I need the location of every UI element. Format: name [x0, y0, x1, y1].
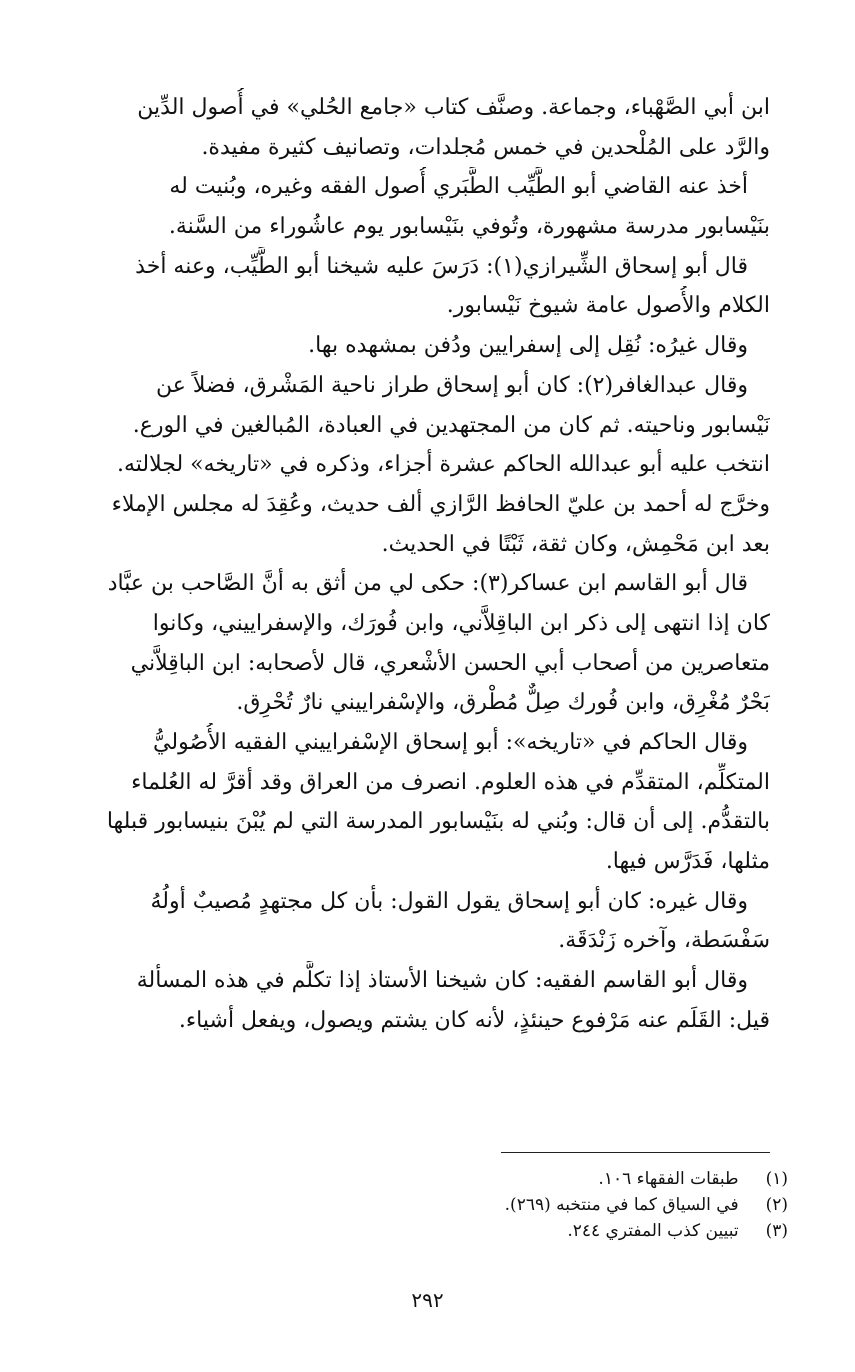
text-line: وخرَّج له أحمد بن عليّ الحافظ الرَّازي ألف حديث، وعُقِدَ له مجلس الإملاء — [111, 491, 770, 517]
text-line: انتخب عليه أبو عبدالله الحاكم عشرة أجزاء، وذكره في «تاريخه» لجلالته. — [117, 452, 770, 478]
text-line: وقال أبو القاسم الفقيه: كان شيخنا الأستاذ إذا تكلَّم في هذه المسألة — [136, 968, 748, 994]
footnote-number: (١) — [765, 1169, 788, 1189]
footnote-number: (٢) — [765, 1195, 788, 1215]
text-line: سَفْسَطة، وآخره زَنْدَقَة. — [558, 928, 770, 954]
text-line: ابن أبي الصَّهْباء، وجماعة. وصنَّف كتاب «جامع الحُلي» في أُصول الدِّين — [137, 95, 770, 120]
footnote-text: طبقات الفقهاء ١٠٦. — [598, 1169, 739, 1189]
text-line: بنَيْسابور مدرسة مشهورة، وتُوفي بنَيْسابور يوم عاشُوراء من السَّنة. — [168, 214, 770, 240]
text-line: نَيْسابور وناحيته. ثم كان من المجتهدين في العبادة، المُبالغين في الورع. — [132, 412, 770, 438]
text-line: وقال عبدالغافر(٢): كان أبو إسحاق طراز ناحية المَشْرق، فضلاً عن — [155, 372, 748, 398]
text-line: كان إذا انتهى إلى ذكر ابن الباقِلاَّني، وابن فُورَك، والإسفراييني، وكانوا — [152, 610, 770, 636]
footnote — [300, 1166, 788, 1192]
text-line: وقال الحاكم في «تاريخه»: أبو إسحاق الإسْفراييني الفقيه الأُصُوليُّ — [153, 730, 748, 755]
main-text — [94, 88, 770, 1041]
text-line: المتكلِّم، المتقدِّم في هذه العلوم. انصرف من العراق وقد أقرَّ له العُلماء — [131, 769, 770, 795]
text-line: متعاصرين من أصحاب أبي الحسن الأشْعري، قال لأصحابه: ابن الباقِلاَّني — [130, 650, 770, 676]
text-line: وقال غيره: كان أبو إسحاق يقول القول: بأن كل مجتهدٍ مُصيبٌ أولُهُ — [150, 888, 748, 914]
footnote-text: تبيين كذب المفتري ٢٤٤. — [567, 1221, 739, 1241]
text-line: قال أبو القاسم ابن عساكر(٣): حكى لي من أثق به أنَّ الصَّاحب بن عبَّاد — [107, 571, 748, 597]
text-line: قال أبو إسحاق الشِّيرازي(١): دَرَسَ عليه شيخنا أبو الطَّيِّب، وعنه أخذ — [135, 253, 748, 279]
footnote-number: (٣) — [765, 1221, 788, 1241]
text-line: والرَّد على المُلْحدين في خمس مُجلدات، وتصانيف كثيرة مفيدة. — [201, 134, 770, 160]
text-line: الكلام والأُصول عامة شيوخ نَيْسابور. — [446, 293, 770, 319]
text-line: بعد ابن مَحْمِش، وكان ثقة، ثَبْتًا في الحديث. — [381, 531, 770, 557]
text-line: أخذ عنه القاضي أبو الطَّيِّب الطَّبَري أُصول الفقه وغيره، وبُنيت له — [169, 174, 748, 200]
page-number: ٢٩٢ — [411, 1288, 444, 1312]
footnote-text: في السياق كما في منتخبه (٢٦٩). — [504, 1195, 739, 1215]
footnote — [300, 1218, 788, 1244]
footnotes — [300, 1166, 788, 1244]
text-line: مثلها، فَدَرَّس فيها. — [605, 849, 770, 875]
text-line: وقال غيرُه: نُقِل إلى إسفرايين ودُفن بمشهده بها. — [308, 333, 748, 359]
footnote-divider — [501, 1152, 770, 1153]
text-line: بَحْرٌ مُغْرِق، وابن فُورك صِلٌّ مُطْرق، والإسْفراييني نارٌ تُحْرِق. — [236, 690, 770, 716]
text-line: بالتقدُّم. إلى أن قال: وبُني له بنَيْسابور المدرسة التي لم يُبْنَ بنيسابور قبلها — [106, 809, 770, 835]
footnote — [300, 1192, 788, 1218]
text-line: قيل: القَلَم عنه مَرْفوع حينئذٍ، لأنه كان يشتم ويصول، ويفعل أشياء. — [178, 1007, 770, 1033]
